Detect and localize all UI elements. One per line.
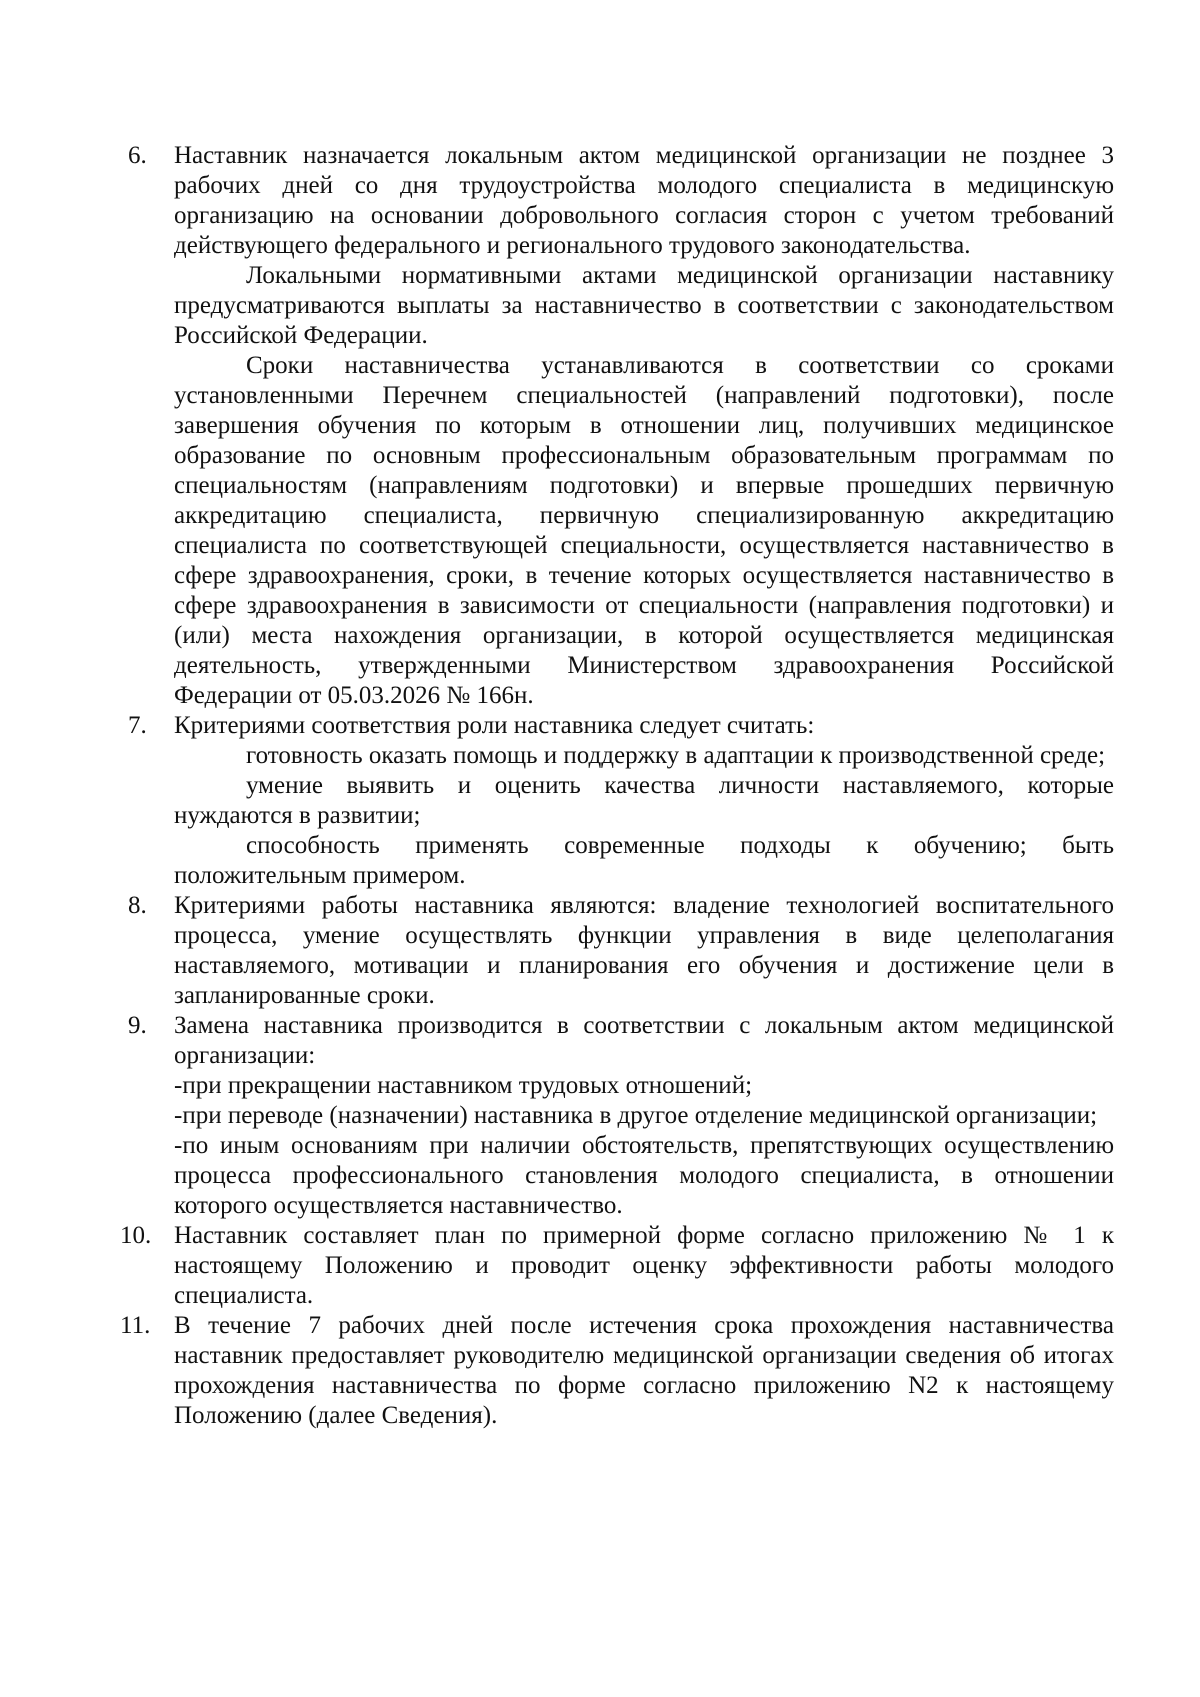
replacement-reason-1: -при прекращении наставником трудовых отношений; [174,1072,753,1099]
item-number: 7. [128,712,147,739]
item-6-paragraph-payments: Локальными нормативными актами медицинской организации наставнику предусматриваются выплаты за наставничество в соответствии с законодательством Российской Федерации. [174,262,1114,349]
criterion-2: умение выявить и оценить качества личности наставляемого, которые нуждаются в развитии; [174,772,1114,829]
item-11 [120,1311,1114,1431]
criterion-3: способность применять современные подходы к обучению; быть положительным примером. [174,832,1114,889]
item-number: 6. [128,142,147,169]
item-number: 8. [128,892,147,919]
item-6 [128,141,1114,261]
replacement-reason-2: -при переводе (назначении) наставника в другое отделение медицинской организации; [174,1102,1098,1129]
replacement-reason-3: -по иным основаниям при наличии обстоятельств, препятствующих осуществлению процесса профессионального становления молодого специалиста, в отношении которого осуществляется наставничество. [174,1132,1114,1219]
item-10-text: Наставник составляет план по примерной форме согласно приложению № 1 к настоящему Положению и проводит оценку эффективности работы молодого специалиста. [174,1222,1114,1309]
item-11-text: В течение 7 рабочих дней после истечения срока прохождения наставничества наставник предоставляет руководителю медицинской организации сведения об итогах прохождения наставничества по форме согласно приложению N2 к настоящему Положению (далее Сведения). [174,1312,1114,1429]
item-9 [128,1011,1114,1071]
criterion-1: готовность оказать помощь и поддержку в адаптации к производственной среде; [246,742,1106,769]
item-number: 9. [128,1012,147,1039]
item-number: 11. [120,1312,151,1339]
item-10 [120,1221,1114,1311]
item-6-paragraph-terms: Сроки наставничества устанавливаются в соответствии со сроками установленными Перечнем специальностей (направлений подготовки), после завершения обучения по которым в отношении лиц, получивших медицинское образование по основным профессиональным образовательным программам по специальностям (направлениям подготовки) и впервые прошедших первичную аккредитацию специалиста, первичную специализированную аккредитацию специалиста по соответствующей специальности, осуществляется наставничество в сфере здравоохранения, сроки, в течение которых осуществляется наставничество в сфере здравоохранения в зависимости от специальности (направления подготовки) и (или) места нахождения организации, в которой осуществляется медицинская деятельность, утвержденными Министерством здравоохранения Российской Федерации от 05.03.2026 № 166н. [174,352,1114,709]
item-6-text: Наставник назначается локальным актом медицинской организации не позднее 3 рабочих дней со дня трудоустройства молодого специалиста в медицинскую организацию на основании добровольного согласия сторон с учетом требований действующего федерального и регионального трудового законодательства. [174,142,1114,259]
item-9-text: Замена наставника производится в соответствии с локальным актом медицинской организации: [174,1012,1114,1069]
item-7 [128,711,1114,741]
item-7-text: Критериями соответствия роли наставника следует считать: [174,712,815,739]
item-number: 10. [120,1222,152,1249]
item-8 [128,891,1114,1011]
item-8-text: Критериями работы наставника являются: владение технологией воспитательного процесса, умение осуществлять функции управления в виде целеполагания наставляемого, мотивации и планирования его обучения и достижение цели в запланированные сроки. [174,892,1114,1009]
